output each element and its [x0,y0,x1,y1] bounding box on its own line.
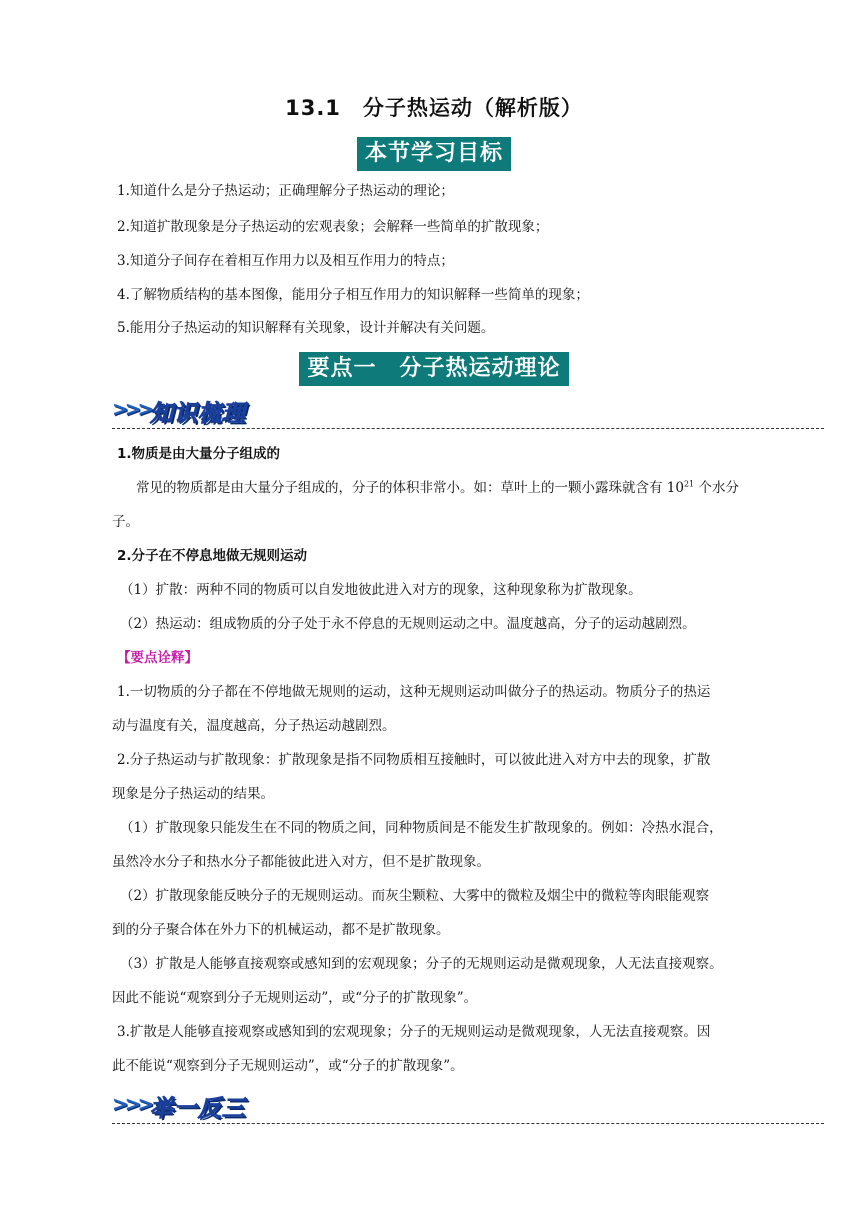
section-heading-practice [112,1090,824,1124]
objectives-banner: 本节学习目标 [357,137,511,171]
p1-text-b: 个水分 [694,480,739,496]
objective-4: 4.了解物质结构的基本图像，能用分子相互作用力的知识解释一些简单的现象； [117,287,589,303]
objective-1: 1.知道什么是分子热运动；正确理解分子热运动的理论； [117,183,454,199]
notes-heading: 【要点诠释】 [117,650,198,666]
knowledge-heading-2: 2.分子在不停息地做无规则运动 [117,548,308,564]
knowledge-paragraph-1 [136,478,848,498]
section-arrows-icon: >>> [112,1092,151,1116]
note-2-line-1: 2.分子热运动与扩散现象：扩散现象是指不同物质相互接触时，可以彼此进入对方中去的现象，扩散 [117,752,711,768]
section-heading-knowledge [112,395,824,429]
note-5-line-1: （3）扩散是人能够直接观察或感知到的宏观现象；分子的无规则运动是微观现象，人无法直接观察。 [120,956,723,972]
note-3-line-2: 虽然冷水分子和热水分子都能彼此进入对方，但不是扩散现象。 [112,854,490,870]
note-3-line-1: （1）扩散现象只能发生在不同的物质之间，同种物质间是不能发生扩散现象的。例如：冷热水混合， [120,820,723,836]
point1-banner: 要点一 分子热运动理论 [299,352,568,386]
knowledge-paragraph-3: （2）热运动：组成物质的分子处于永不停息的无规则运动之中。温度越高，分子的运动越剧烈。 [120,616,696,632]
note-6-line-1: 3.扩散是人能够直接观察或感知到的宏观现象；分子的无规则运动是微观现象，人无法直接观察。因 [117,1024,711,1040]
p1-superscript: 21 [683,479,695,489]
section-label: 知识梳理 [150,401,246,427]
note-4-line-2: 到的分子聚合体在外力下的机械运动，都不是扩散现象。 [112,922,450,938]
section-label: 举一反三 [150,1096,246,1122]
note-1-line-1: 1.一切物质的分子都在不停地做无规则的运动，这种无规则运动叫做分子的热运动。物质分子的热运 [117,684,711,700]
knowledge-paragraph-2: （1）扩散：两种不同的物质可以自发地彼此进入对方的现象，这种现象称为扩散现象。 [120,582,642,598]
note-1-line-2: 动与温度有关，温度越高，分子热运动越剧烈。 [112,718,396,734]
objectives-banner-wrap [0,137,868,171]
section-arrows-icon: >>> [112,397,151,421]
note-6-line-2: 此不能说“观察到分子无规则运动”，或“分子的扩散现象”。 [112,1058,464,1074]
objective-3: 3.知道分子间存在着相互作用力以及相互作用力的特点； [117,253,454,269]
knowledge-paragraph-1-cont: 子。 [112,514,139,530]
p1-text-a: 常见的物质都是由大量分子组成的，分子的体积非常小。如：草叶上的一颗小露珠就含有 10 [136,480,684,496]
note-2-line-2: 现象是分子热运动的结果。 [112,786,274,802]
note-4-line-1: （2）扩散现象能反映分子的无规则运动。而灰尘颗粒、大雾中的微粒及烟尘中的微粒等肉眼能观察 [120,888,710,904]
objective-5: 5.能用分子热运动的知识解释有关现象，设计并解决有关问题。 [117,320,495,336]
knowledge-heading-1: 1.物质是由大量分子组成的 [117,446,281,462]
point1-banner-wrap [0,352,868,386]
dashed-divider [112,1123,824,1124]
objective-2: 2.知道扩散现象是分子热运动的宏观表象；会解释一些简单的扩散现象； [117,219,549,235]
dashed-divider [112,428,824,429]
note-5-line-2: 因此不能说“观察到分子无规则运动”，或“分子的扩散现象”。 [112,990,478,1006]
page-title: 13.1 分子热运动（解析版） [285,96,583,120]
